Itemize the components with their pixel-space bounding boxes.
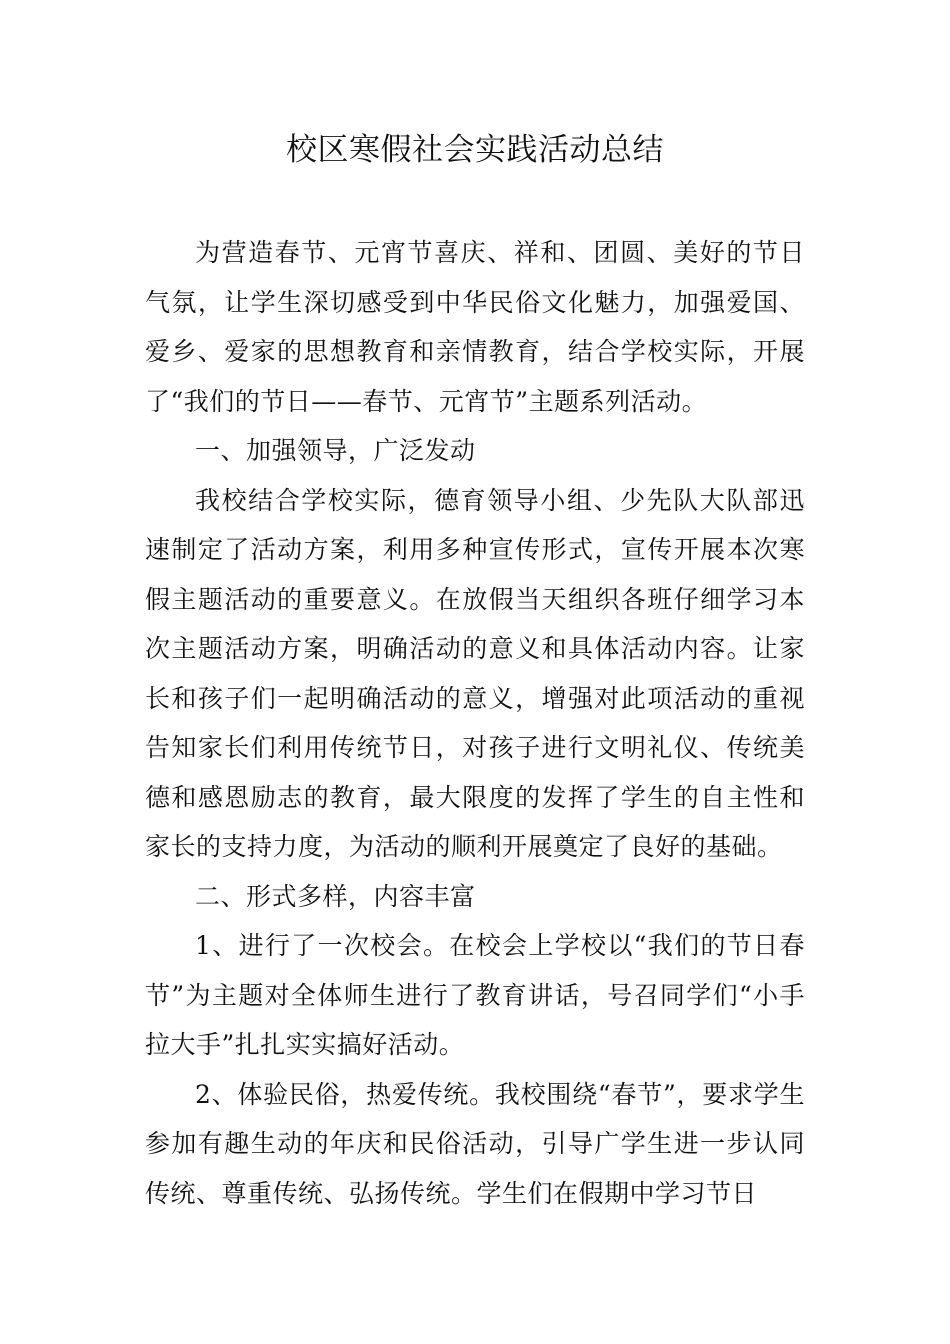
section-heading-1: 一、加强领导，广泛发动: [195, 436, 476, 465]
paragraph-intro: 为营造春节、元宵节喜庆、祥和、团圆、美好的节日气氛，让学生深切感受到中华民俗文化魅力，加强爱国、爱乡、爱家的思想教育和亲情教育，结合学校实际，开展了“我们的节日——春节、元宵节”主题系列活动。: [145, 238, 805, 416]
document-body: [145, 228, 805, 1218]
paragraph-item-1: 1、进行了一次校会。在校会上学校以“我们的节日春节”为主题对全体师生进行了教育讲话，号召同学们“小手拉大手”扎扎实实搞好活动。: [145, 931, 805, 1059]
section-heading-2: 二、形式多样，内容丰富: [195, 881, 476, 911]
paragraph-item-2: 2、体验民俗，热爱传统。我校围绕“春节”，要求学生参加有趣生动的年庆和民俗活动，引导广学生进一步认同传统、尊重传统、弘扬传统。学生们在假期中学习节日: [145, 1079, 805, 1208]
document-title: 校区寒假社会实践活动总结: [286, 132, 664, 168]
paragraph-section-1: 我校结合学校实际，德育领导小组、少先队大队部迅速制定了活动方案，利用多种宣传形式，宣传开展本次寒假主题活动的重要意义。在放假当天组织各班仔细学习本次主题活动方案，明确活动的意义和具体活动内容。让家长和孩子们一起明确活动的意义，增强对此项活动的重视告知家长们利用传统节日，对孩子进行文明礼仪、传统美德和感恩励志的教育，最大限度的发挥了学生的自主性和家长的支持力度，为活动的顺利开展奠定了良好的基础。: [145, 485, 805, 861]
